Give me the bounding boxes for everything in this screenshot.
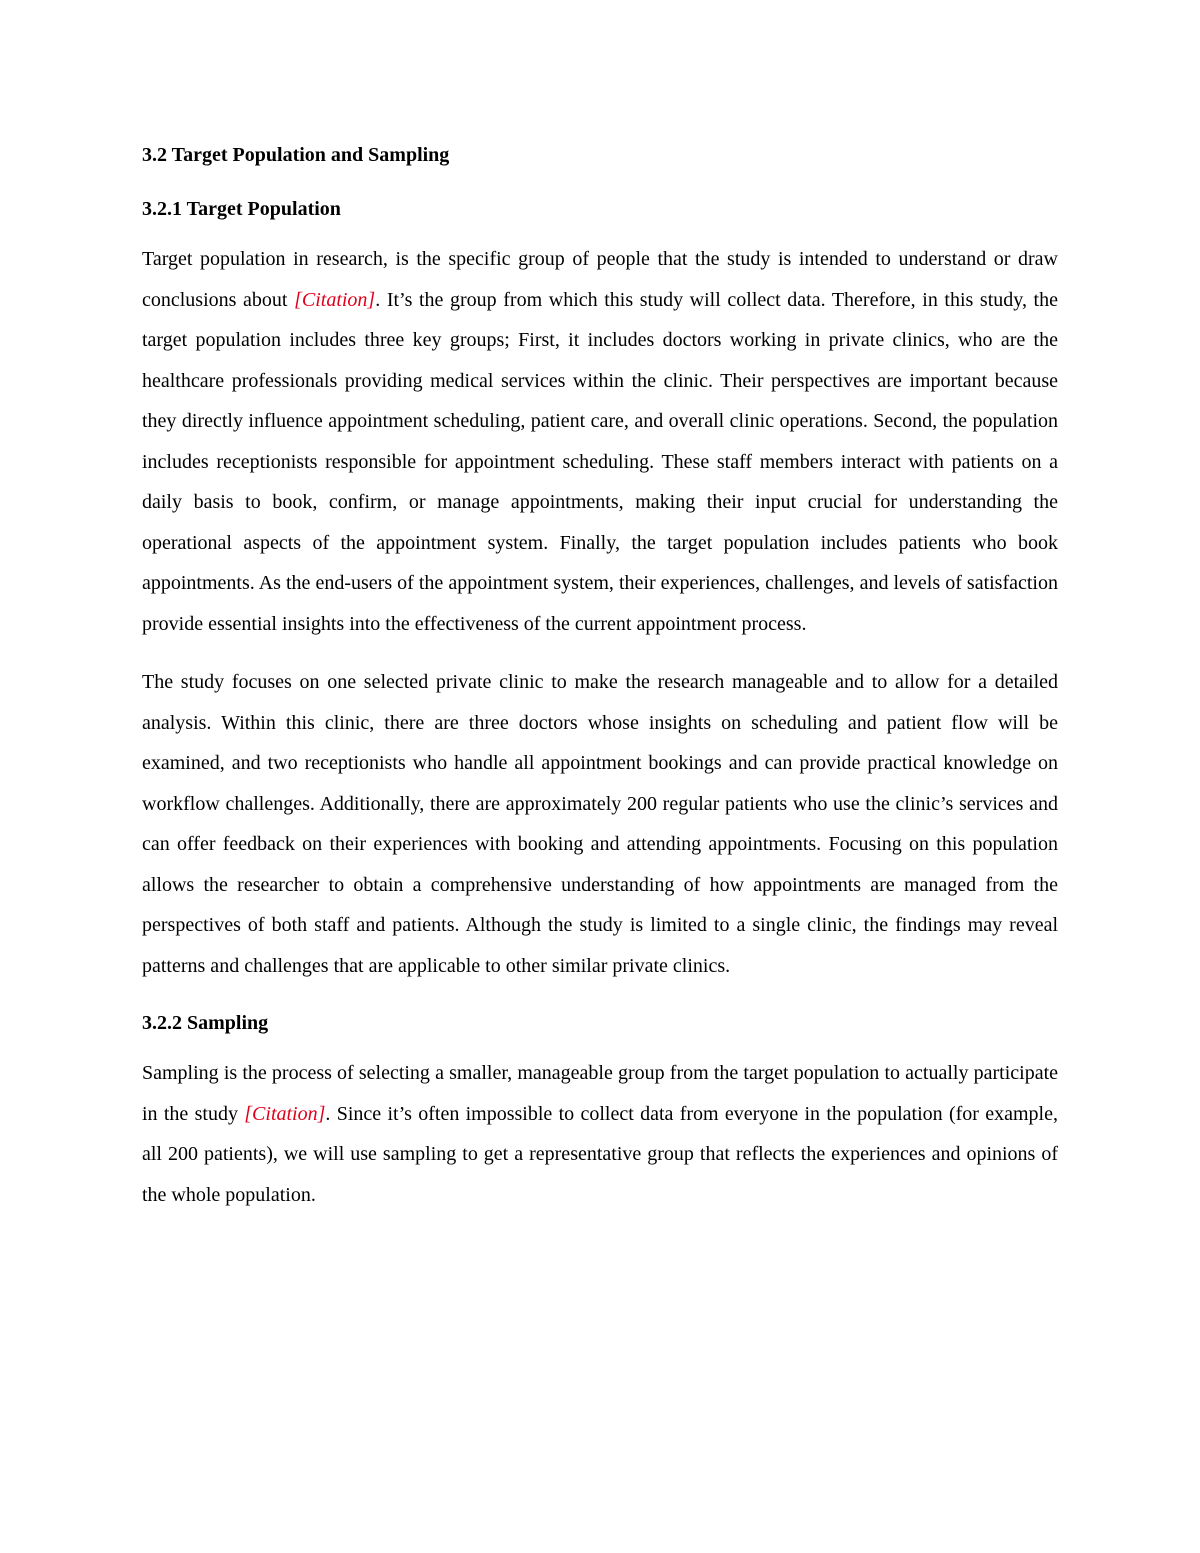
citation-placeholder: [Citation] <box>294 288 376 311</box>
paragraph-text: Target population in research, is the specific group of people that the study is intended to understand or draw conclusions about <box>142 248 1058 311</box>
paragraph-target-population-definition <box>142 239 1058 644</box>
paragraph-text: . Since it’s often impossible to collect data from everyone in the population (for example, all 200 patients), we will use sampling to get a representative group that reflects the experiences and opinions of the whole population. <box>142 1102 1058 1206</box>
subsection-heading-sampling: 3.2.2 Sampling <box>142 1012 269 1034</box>
paragraph-sampling-definition <box>142 1053 1058 1215</box>
section-heading: 3.2 Target Population and Sampling <box>142 144 450 166</box>
paragraph-text: Sampling is the process of selecting a smaller, manageable group from the target population to actually participate in the study <box>142 1062 1058 1125</box>
paragraph-study-focus: The study focuses on one selected private clinic to make the research manageable and to allow for a detailed analysis. Within this clinic, there are three doctors whose insights on scheduling and patient flow will be examined, and two receptionists who handle all appointment bookings and can provide practical knowledge on workflow challenges. Additionally, there are approximately 200 regular patients who use the clinic’s services and can offer feedback on their experiences with booking and attending appointments. Focusing on this population allows the researcher to obtain a comprehensive understanding of how appointments are managed from the perspectives of both staff and patients. Although the study is limited to a single clinic, the findings may reveal patterns and challenges that are applicable to other similar private clinics. <box>142 671 1058 977</box>
paragraph-text: . It’s the group from which this study will collect data. Therefore, in this study, the target population includes three key groups; First, it includes doctors working in private clinics, who are the healthcare professionals providing medical services within the clinic. Their perspectives are important because they directly influence appointment scheduling, patient care, and overall clinic operations. Second, the population includes receptionists responsible for appointment scheduling. These staff members interact with patients on a daily basis to book, confirm, or manage appointments, making their input crucial for understanding the operational aspects of the appointment system. Finally, the target population includes patients who book appointments. As the end-users of the appointment system, their experiences, challenges, and levels of satisfaction provide essential insights into the effectiveness of the current appointment process. <box>142 288 1058 635</box>
citation-placeholder: [Citation] <box>244 1102 326 1125</box>
document-page <box>142 140 1058 1215</box>
subsection-heading-target-population: 3.2.1 Target Population <box>142 198 341 220</box>
